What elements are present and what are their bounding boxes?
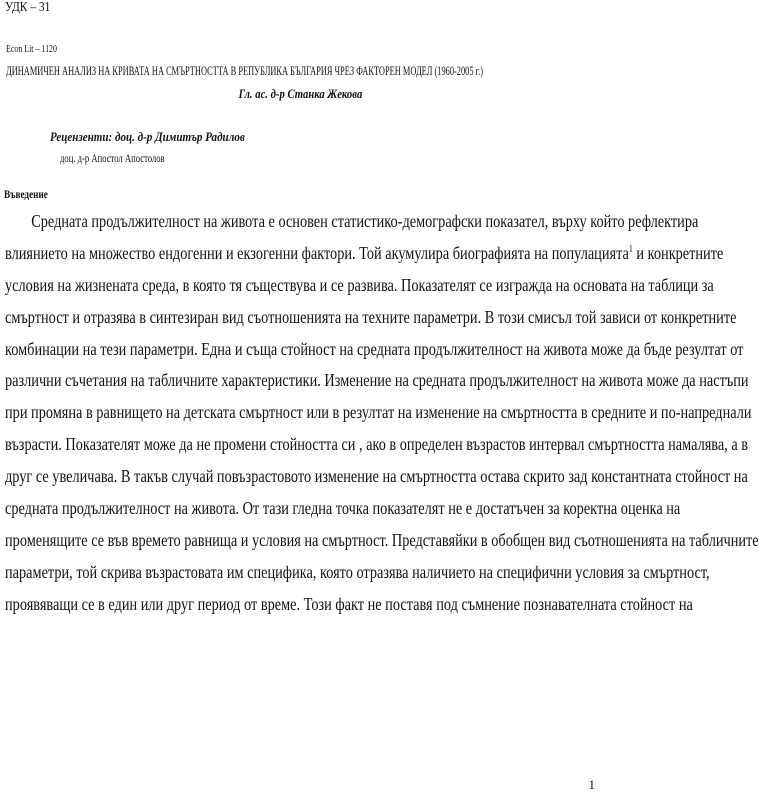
article-title: ДИНАМИЧЕН АНАЛИЗ НА КРИВАТА НА СМЪРТНОСТТА В РЕПУБЛИКА БЪЛГАРИЯ ЧРЕЗ ФАКТОРЕН МОДЕЛ (1960-2005 г.): [6, 64, 484, 78]
body-line: параметри, той скрива възрастовата им специфика, която отразява наличието на специфични условия за смъртност,: [5, 561, 710, 582]
body-line: смъртност и отразява в синтезиран вид съотношенията на техните параметри. В този смисъл той зависи от конкретните: [5, 306, 737, 327]
reviewers-line-2: доц. д-р Апостол Апостолов: [60, 153, 165, 165]
body-line: комбинации на тези параметри. Една и съща стойност на средната продължителност на живота може да бъде резултат от: [5, 338, 744, 359]
body-line: [5, 238, 724, 270]
author-line: [0, 86, 600, 102]
body-line: променящите се във времето равнища и условия на смъртност. Представяйки в обобщен вид съотношенията на табличните: [5, 529, 759, 550]
body-line: възрасти. Показателят може да не промени стойността си , ако в определен възрастов интервал смъртността намалява, а в: [5, 434, 749, 455]
section-heading: Въведение: [4, 189, 48, 201]
body-line: средната продължителност на живота. От тази гледна точка показателят не е достатъчен за коректна оценка на: [5, 498, 681, 519]
body-line: при промяна в равнището на детската смъртност или в резултат на изменение на смъртността в средните и по-напреднали: [5, 402, 752, 423]
body-line: условия на жизнената среда, в която тя съществува и се развива. Показателят се изгражда на основата на таблици за: [5, 274, 714, 295]
udk-code: УДК – 31: [5, 0, 51, 15]
body-line: друг се увеличава. В такъв случай повъзрастовото изменение на смъртността остава скрито зад константната стойност на: [5, 466, 748, 487]
body-line-text: влиянието на множество ендогенни и екзогенни фактори. Той акумулира биографията на популацията: [5, 242, 629, 263]
author-name: Гл. ас. д-р Станка Жекова: [238, 86, 362, 101]
reviewers-line-1: Рецензенти: доц. д-р Димитър Радилов: [50, 129, 245, 144]
body-paragraph: [5, 206, 759, 652]
body-line: проявяващи се в един или друг период от време. Този факт не поставя под съмнение познавателната стойност на: [5, 593, 693, 614]
body-line-text-continued: и конкретните: [636, 242, 724, 263]
econlit-code: Econ Lit – 1120: [6, 43, 57, 55]
page-number: 1: [588, 777, 595, 792]
body-line: [5, 621, 595, 653]
body-line: Средната продължителност на живота е основен статистико-демографски показател, върху който рефлектира: [31, 211, 699, 231]
footnote-mark: 1: [628, 243, 633, 255]
body-line: различни съчетания на табличните характеристики. Изменение на средната продължителност на живота може да настъпи: [5, 370, 749, 391]
